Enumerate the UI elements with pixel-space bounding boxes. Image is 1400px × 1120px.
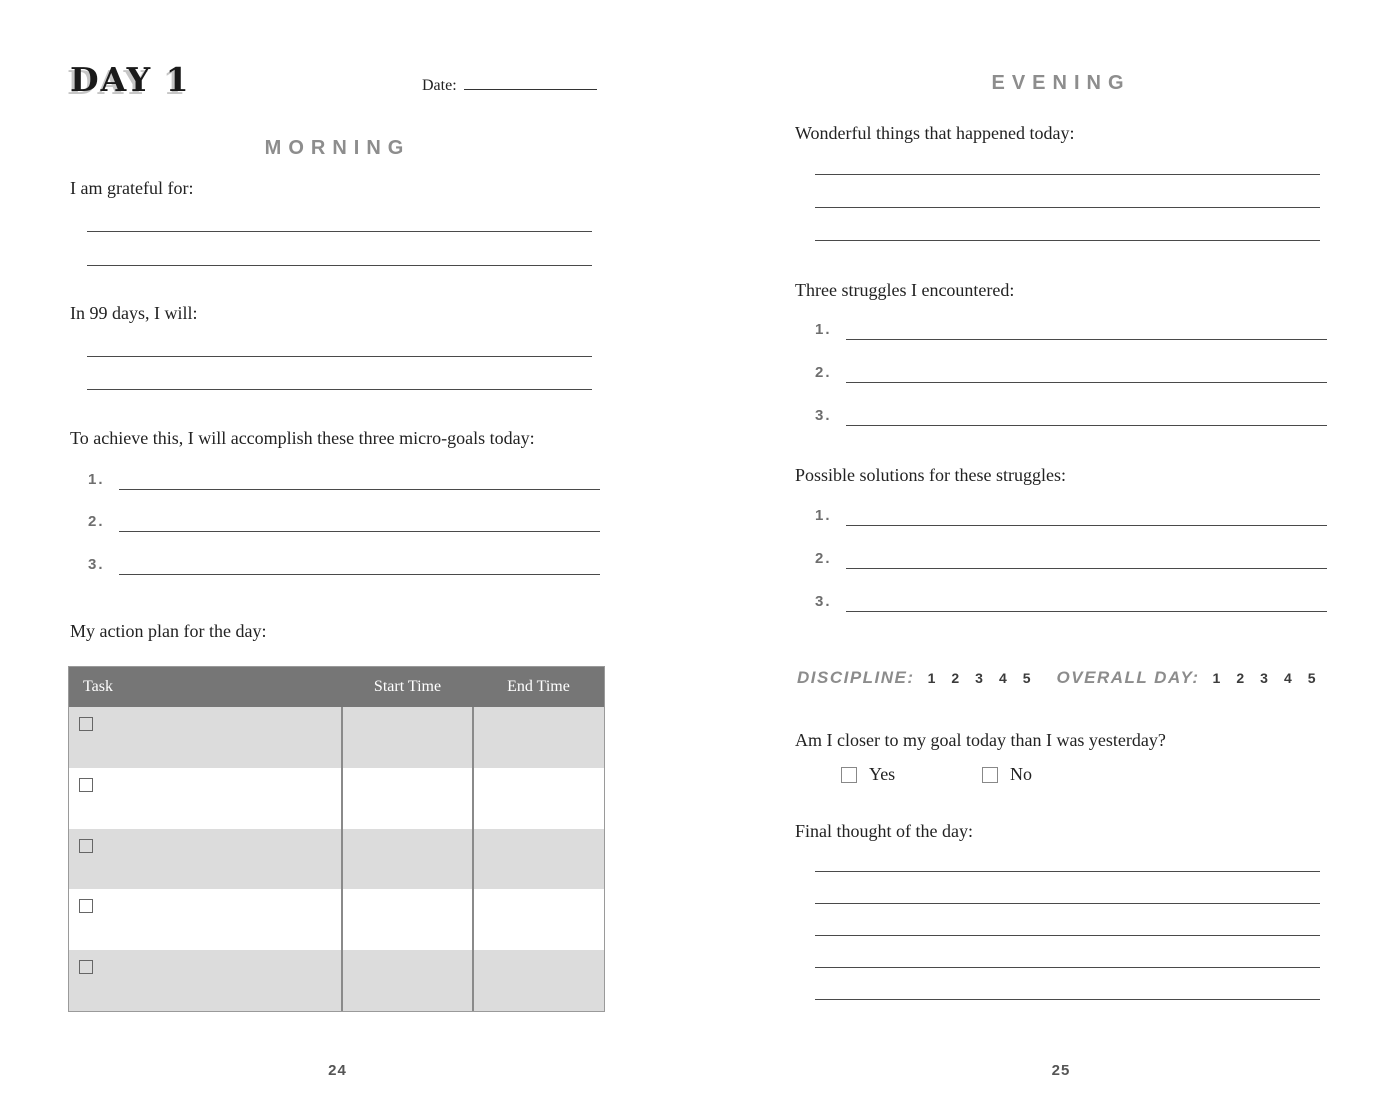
page-number-right: 25	[1051, 1062, 1071, 1079]
table-row	[69, 707, 604, 768]
action-plan-table	[68, 666, 605, 1012]
task-checkbox-icon	[79, 717, 93, 731]
micro-goal-item	[88, 512, 600, 532]
overall-rating-2: 2	[1236, 670, 1245, 686]
closer-to-goal-question: Am I closer to my goal today than I was yesterday?	[795, 730, 1166, 750]
evening-section-title: EVENING	[991, 72, 1131, 94]
item-number: 1.	[815, 321, 832, 338]
no-label: No	[1010, 764, 1032, 784]
write-line	[815, 903, 1320, 904]
write-line	[119, 489, 600, 490]
task-checkbox-icon	[79, 839, 93, 853]
solution-item	[815, 549, 1327, 569]
item-number: 1.	[815, 507, 832, 524]
micro-goal-item	[88, 555, 600, 575]
date-blank-line	[464, 76, 597, 90]
item-number: 3.	[815, 593, 832, 610]
discipline-rating-3: 3	[975, 670, 983, 686]
struggle-item	[815, 406, 1327, 426]
item-number: 2.	[88, 513, 105, 530]
rating-row	[797, 668, 1316, 688]
table-row	[69, 889, 604, 950]
action-plan-label: My action plan for the day:	[70, 621, 267, 641]
struggles-label: Three struggles I encountered:	[795, 280, 1015, 300]
write-line	[87, 231, 592, 232]
table-row	[69, 950, 604, 1011]
task-checkbox-icon	[79, 960, 93, 974]
overall-rating-1: 1	[1212, 670, 1221, 686]
yes-checkbox-icon	[841, 767, 857, 783]
micro-goal-item	[88, 470, 600, 490]
discipline-rating-1: 1	[927, 670, 936, 686]
write-line	[846, 425, 1327, 426]
date-row	[422, 76, 597, 95]
write-line	[815, 174, 1320, 175]
overall-rating-5: 5	[1307, 670, 1316, 686]
column-divider	[472, 707, 474, 1011]
item-number: 3.	[88, 556, 105, 573]
yes-label: Yes	[869, 764, 896, 784]
task-checkbox-icon	[79, 899, 93, 913]
solutions-label: Possible solutions for these struggles:	[795, 465, 1066, 485]
item-number: 2.	[815, 550, 832, 567]
discipline-rating-4: 4	[998, 670, 1007, 686]
write-line	[846, 339, 1327, 340]
write-line	[815, 967, 1320, 968]
overall-rating-4: 4	[1283, 670, 1292, 686]
write-line	[87, 356, 592, 357]
write-line	[119, 531, 600, 532]
column-header-end-time: End Time	[507, 678, 570, 695]
date-label: Date:	[422, 77, 457, 94]
overall-day-scale	[1213, 670, 1316, 686]
table-header-row	[69, 667, 604, 707]
discipline-label: DISCIPLINE:	[797, 668, 915, 687]
item-number: 3.	[815, 407, 832, 424]
table-row	[69, 829, 604, 890]
write-line	[846, 382, 1327, 383]
page-number-left: 24	[328, 1062, 347, 1079]
write-line	[815, 207, 1320, 208]
discipline-rating-2: 2	[951, 670, 960, 686]
write-line	[815, 240, 1320, 241]
wonderful-things-label: Wonderful things that happened today:	[795, 123, 1075, 143]
no-checkbox-icon	[982, 767, 998, 783]
table-row	[69, 768, 604, 829]
final-thought-label: Final thought of the day:	[795, 821, 973, 841]
struggle-item	[815, 320, 1327, 340]
write-line	[87, 389, 592, 390]
discipline-scale	[928, 670, 1031, 686]
grateful-label: I am grateful for:	[70, 178, 194, 198]
solution-item	[815, 592, 1327, 612]
overall-day-label: OVERALL DAY:	[1056, 668, 1200, 687]
discipline-rating-5: 5	[1022, 670, 1031, 686]
yes-option	[841, 764, 895, 785]
write-line	[119, 574, 600, 575]
write-line	[87, 265, 592, 266]
column-header-task: Task	[83, 678, 113, 695]
micro-goals-label: To achieve this, I will accomplish these three micro-goals today:	[70, 428, 535, 448]
item-number: 2.	[815, 364, 832, 381]
no-option	[982, 764, 1032, 785]
overall-rating-3: 3	[1260, 670, 1268, 686]
day-title: DAY 1	[70, 60, 191, 99]
write-line	[815, 935, 1320, 936]
column-header-start-time: Start Time	[373, 678, 442, 695]
column-divider	[341, 707, 343, 1011]
write-line	[815, 999, 1320, 1000]
write-line	[846, 611, 1327, 612]
solution-item	[815, 506, 1327, 526]
table-body	[69, 707, 604, 1011]
write-line	[815, 871, 1320, 872]
write-line	[846, 525, 1327, 526]
struggle-item	[815, 363, 1327, 383]
in-99-days-label: In 99 days, I will:	[70, 303, 198, 323]
item-number: 1.	[88, 471, 105, 488]
task-checkbox-icon	[79, 778, 93, 792]
morning-section-title: MORNING	[264, 137, 411, 159]
write-line	[846, 568, 1327, 569]
